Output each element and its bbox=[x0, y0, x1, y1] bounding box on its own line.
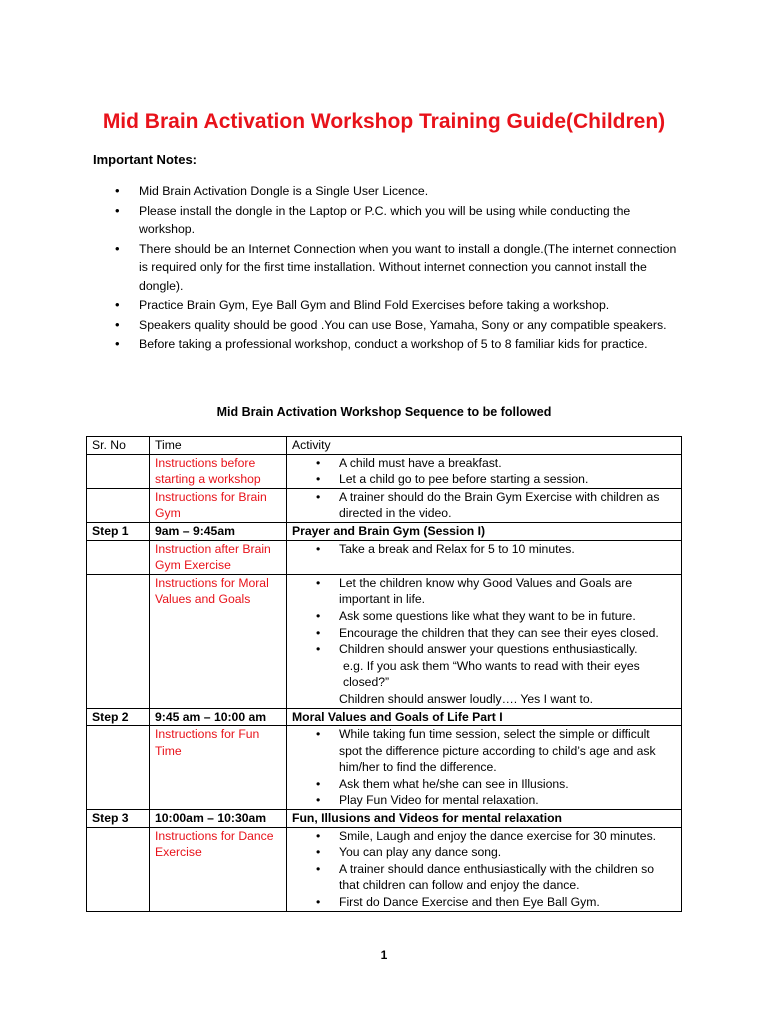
activity-list bbox=[292, 455, 676, 488]
table-row bbox=[87, 574, 682, 708]
activity-item: • A trainer should do the Brain Gym Exercise with children as directed in the video. bbox=[292, 489, 676, 522]
header-sr-no: Sr. No bbox=[87, 437, 150, 455]
note-item: • Speakers quality should be good .You can use Bose, Yamaha, Sony or any compatible speakers. bbox=[93, 316, 683, 335]
table-row bbox=[87, 488, 682, 522]
instruction-label: Instructions before starting a workshop bbox=[150, 454, 287, 488]
step-cell bbox=[87, 827, 150, 911]
step-label: Step 2 bbox=[87, 708, 150, 726]
table-row bbox=[87, 540, 682, 574]
note-item: • There should be an Internet Connection when you want to install a dongle.(The internet connection is required only for the first time installation. Without internet connection you cannot install the dongle). bbox=[93, 240, 683, 296]
step-cell bbox=[87, 574, 150, 708]
notes-heading: Important Notes: bbox=[93, 152, 197, 167]
activity-item: • You can play any dance song. bbox=[292, 844, 676, 861]
note-item: • Mid Brain Activation Dongle is a Single User Licence. bbox=[93, 182, 683, 201]
activity-item: • Children should answer your questions enthusiastically. bbox=[292, 641, 676, 658]
answer-text: Children should answer loudly…. Yes I want to. bbox=[339, 691, 594, 706]
activity-item: • Ask them what he/she can see in Illusions. bbox=[292, 776, 676, 793]
step-time: 9am – 9:45am bbox=[150, 522, 287, 540]
notes-list bbox=[93, 182, 683, 355]
step-label: Step 1 bbox=[87, 522, 150, 540]
activity-list bbox=[292, 726, 676, 809]
activity-item: • A child must have a breakfast. bbox=[292, 455, 676, 472]
activity-cell bbox=[287, 454, 682, 488]
step-time: 10:00am – 10:30am bbox=[150, 810, 287, 828]
step-cell bbox=[87, 540, 150, 574]
activity-item: • Smile, Laugh and enjoy the dance exercise for 30 minutes. bbox=[292, 828, 676, 845]
table-row bbox=[87, 454, 682, 488]
table-row bbox=[87, 708, 682, 726]
step-cell bbox=[87, 454, 150, 488]
step-cell bbox=[87, 726, 150, 810]
activity-cell bbox=[287, 574, 682, 708]
activity-cell bbox=[287, 726, 682, 810]
table-row bbox=[87, 810, 682, 828]
activity-list bbox=[292, 828, 676, 911]
sequence-title: Mid Brain Activation Workshop Sequence to be followed bbox=[216, 405, 552, 419]
example-text: e.g. If you ask them “Who wants to read with their eyes closed?” bbox=[343, 658, 640, 690]
activity-list bbox=[292, 575, 676, 658]
activity-cell bbox=[287, 488, 682, 522]
header-activity: Activity bbox=[287, 437, 682, 455]
activity-item: • Ask some questions like what they want to be in future. bbox=[292, 608, 676, 625]
table-row bbox=[87, 827, 682, 911]
activity-cell bbox=[287, 827, 682, 911]
step-time: 9:45 am – 10:00 am bbox=[150, 708, 287, 726]
step-cell bbox=[87, 488, 150, 522]
step-activity: Fun, Illusions and Videos for mental relaxation bbox=[287, 810, 682, 828]
note-item: • Before taking a professional workshop, conduct a workshop of 5 to 8 familiar kids for practice. bbox=[93, 335, 683, 354]
activity-item: • Play Fun Video for mental relaxation. bbox=[292, 792, 676, 809]
activity-item: • Take a break and Relax for 5 to 10 minutes. bbox=[292, 541, 676, 558]
header-time: Time bbox=[150, 437, 287, 455]
activity-item: • While taking fun time session, select the simple or difficult spot the difference picture according to child’s age and ask him/her to find the difference. bbox=[292, 726, 676, 776]
instruction-label: Instructions for Brain Gym bbox=[150, 488, 287, 522]
activity-list bbox=[292, 541, 676, 558]
table-row bbox=[87, 726, 682, 810]
instruction-label: Instructions for Fun Time bbox=[150, 726, 287, 810]
activity-item: • First do Dance Exercise and then Eye Ball Gym. bbox=[292, 894, 676, 911]
activity-item: • Let a child go to pee before starting a session. bbox=[292, 471, 676, 488]
table-row bbox=[87, 522, 682, 540]
activity-item: • Let the children know why Good Values and Goals are important in life. bbox=[292, 575, 676, 608]
table-header-row bbox=[87, 437, 682, 455]
instruction-label: Instruction after Brain Gym Exercise bbox=[150, 540, 287, 574]
instruction-label: Instructions for Moral Values and Goals bbox=[150, 574, 287, 708]
step-label: Step 3 bbox=[87, 810, 150, 828]
page-number: 1 bbox=[380, 948, 388, 962]
note-item: • Practice Brain Gym, Eye Ball Gym and Blind Fold Exercises before taking a workshop. bbox=[93, 296, 683, 315]
instruction-label: Instructions for Dance Exercise bbox=[150, 827, 287, 911]
activity-item: • A trainer should dance enthusiastically with the children so that children can follow and enjoy the dance. bbox=[292, 861, 676, 894]
step-activity: Moral Values and Goals of Life Part I bbox=[287, 708, 682, 726]
note-item: • Please install the dongle in the Laptop or P.C. which you will be using while conducting the workshop. bbox=[93, 202, 683, 239]
activity-item: • Encourage the children that they can see their eyes closed. bbox=[292, 625, 676, 642]
activity-cell bbox=[287, 540, 682, 574]
document-title: Mid Brain Activation Workshop Training Guide(Children) bbox=[102, 110, 666, 133]
step-activity: Prayer and Brain Gym (Session I) bbox=[287, 522, 682, 540]
schedule-table bbox=[86, 436, 682, 912]
activity-list bbox=[292, 489, 676, 522]
